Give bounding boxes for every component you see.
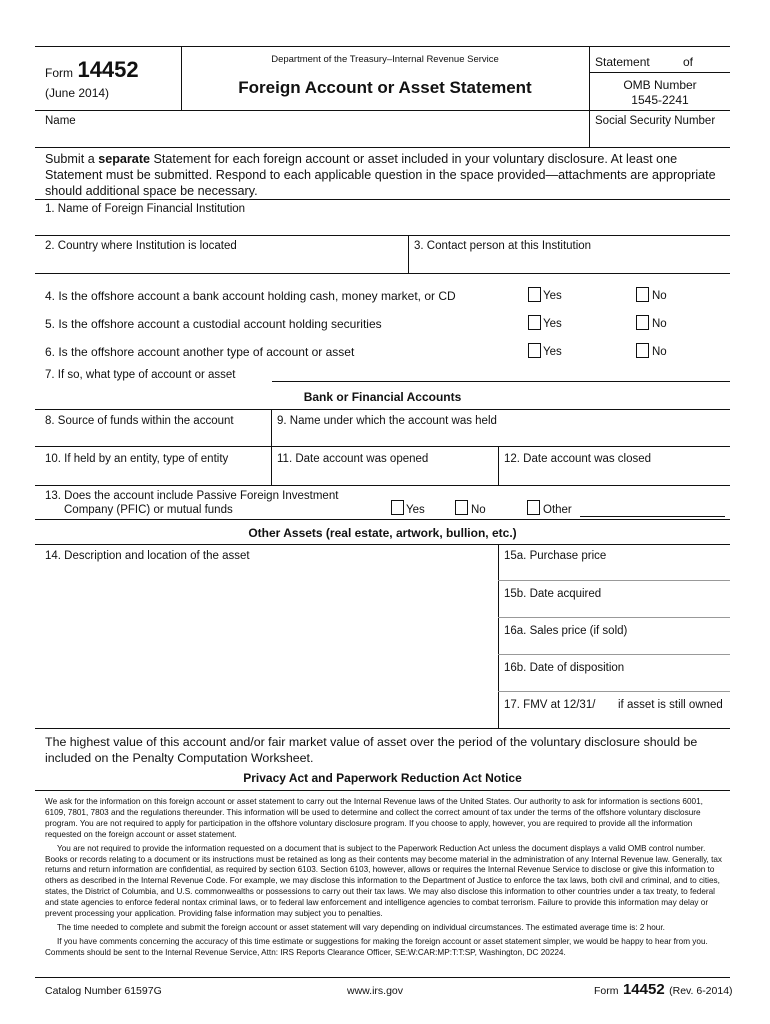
statement-label: Statement	[595, 55, 650, 69]
assets-title-rule	[35, 544, 730, 545]
q17-label-post: if asset is still owned	[618, 699, 723, 711]
q5-no-checkbox[interactable]	[636, 315, 649, 330]
statement-rule	[589, 72, 730, 73]
name-label: Name	[45, 115, 76, 127]
bank-divider-1	[271, 409, 272, 485]
highest-value-note: The highest value of this account and/or fair market value of asset over the period of the voluntary disclosure should be included on the Penalty Computation Worksheet.	[45, 735, 698, 765]
q6-no-label: No	[652, 346, 667, 358]
footer-rev: (Rev. 6-2014)	[669, 985, 733, 997]
assets-divider	[498, 544, 499, 728]
instructions-emphasis: separate	[98, 152, 151, 166]
q15a-rule	[498, 580, 730, 581]
q13-line1: 13. Does the account include Passive Foreign Investment	[45, 490, 339, 502]
assets-section-title: Other Assets (real estate, artwork, bullion, etc.)	[248, 526, 517, 540]
q2-rule	[35, 273, 730, 274]
q4-yes-checkbox[interactable]	[528, 287, 541, 302]
q13-other-label: Other	[543, 504, 572, 516]
footer-form-id	[594, 981, 733, 999]
q12-label: 12. Date account was closed	[504, 453, 652, 465]
q15b-label: 15b. Date acquired	[504, 588, 602, 600]
q16b-rule	[498, 691, 730, 692]
q1-rule	[35, 235, 730, 236]
q13-rule	[35, 519, 730, 520]
form-title: Foreign Account or Asset Statement	[238, 78, 532, 97]
q13-no-checkbox[interactable]	[455, 500, 468, 515]
catalog-number: Catalog Number 61597G	[45, 985, 162, 997]
q5-no-label: No	[652, 318, 667, 330]
q17-label-pre: 17. FMV at 12/31/	[504, 699, 596, 711]
q10-rule	[35, 485, 730, 486]
q8-label: 8. Source of funds within the account	[45, 415, 234, 427]
privacy-paragraph-4: If you have comments concerning the accuracy of this time estimate or suggestions for making the foreign account or asset statement simpler, we would be happy to hear from you. Comments should be sent to the Internal Revenue Service, Attn: IRS Reports Clearance Officer, SE:W:CAR:MP:T:T:SP, Washington, DC 20224.	[45, 936, 708, 957]
header-top-rule	[35, 46, 730, 47]
q2-label: 2. Country where Institution is located	[45, 240, 237, 252]
form-id	[45, 57, 139, 83]
q13-yes-checkbox[interactable]	[391, 500, 404, 515]
omb-number: 1545-2241	[631, 93, 689, 107]
privacy-title-rule	[35, 790, 730, 791]
q4-no-checkbox[interactable]	[636, 287, 649, 302]
q9-label: 9. Name under which the account was held	[277, 415, 497, 427]
q8-rule	[35, 446, 730, 447]
q3-label: 3. Contact person at this Institution	[414, 240, 592, 252]
q13-no-label: No	[471, 504, 486, 516]
header-bottom-rule	[35, 110, 730, 111]
q16b-label: 16b. Date of disposition	[504, 662, 625, 674]
name-row-rule	[35, 147, 730, 148]
q13-other-line[interactable]	[580, 516, 725, 517]
form-date: (June 2014)	[45, 86, 110, 100]
q1-label: 1. Name of Foreign Financial Institution	[45, 203, 246, 215]
q4-yes-label: Yes	[543, 290, 562, 302]
q5-label: 5. Is the offshore account a custodial account holding securities	[45, 317, 382, 331]
instructions-post: Statement for each foreign account or asset included in your voluntary disclosure. At least one Statement must be submitted. Respond to each applicable question in the space provided—attachments are appropriate should additional space be necessary.	[45, 152, 716, 198]
q5-yes-checkbox[interactable]	[528, 315, 541, 330]
privacy-body	[45, 797, 725, 959]
q13-other-checkbox[interactable]	[527, 500, 540, 515]
bank-section-title: Bank or Financial Accounts	[303, 390, 462, 404]
assets-bottom-rule	[35, 728, 730, 729]
ssn-label: Social Security Number	[595, 115, 716, 127]
instructions-pre: Submit a	[45, 152, 99, 166]
q4-label: 4. Is the offshore account a bank account holding cash, money market, or CD	[45, 289, 456, 303]
privacy-title: Privacy Act and Paperwork Reduction Act Notice	[243, 771, 522, 785]
q15a-label: 15a. Purchase price	[504, 550, 607, 562]
omb-label: OMB Number	[623, 78, 697, 92]
q7-label: 7. If so, what type of account or asset	[45, 369, 236, 381]
bank-divider-2	[498, 446, 499, 485]
q13-yes-label: Yes	[406, 504, 425, 516]
bank-title-rule	[35, 409, 730, 410]
q16a-label: 16a. Sales price (if sold)	[504, 625, 628, 637]
instructions-rule	[35, 199, 730, 200]
statement-of-label: of	[683, 55, 694, 69]
q6-yes-label: Yes	[543, 346, 562, 358]
irs-website[interactable]: www.irs.gov	[346, 985, 403, 997]
q6-label: 6. Is the offshore account another type of account or asset	[45, 345, 355, 359]
q5-yes-label: Yes	[543, 318, 562, 330]
q6-yes-checkbox[interactable]	[528, 343, 541, 358]
privacy-paragraph-1: We ask for the information on this foreign account or asset statement to carry out the Internal Revenue laws of the United States. Our authority to ask for information is sections 6001, 6109, 7801, 7803 and the regulations thereunder. This information will be used to determine and collect the correct amount of tax under the terms of the offshore voluntary disclosure program. You are not required to apply for participation in the offshore voluntary disclosure program. If you choose to apply, however, you are required to provide all the information requested on the foreign account or asset statement.	[45, 797, 703, 839]
q15b-rule	[498, 617, 730, 618]
q14-label: 14. Description and location of the asset	[45, 550, 250, 562]
instructions	[45, 151, 730, 199]
q7-answer-line[interactable]	[272, 381, 730, 382]
footer-form-label: Form	[594, 985, 619, 997]
privacy-paragraph-2: You are not required to provide the information requested on a document that is subject to the Paperwork Reduction Act unless the document displays a valid OMB control number. Books or records relating to a document or its instructions must be retained as long as their contents may become material in the administration of any Internal Revenue law. Generally, tax returns and return information are confidential, as required by section 6103. Section 6103, however, allows or requires the Internal Revenue Service to disclose or give this information to others as described in the Internal Revenue Code. For example, we may disclose this information to the Department of Justice to enforce the tax laws, both civil and criminal, and to cities, states, the District of Columbia, and U.S. commonwealths or possessions to carry out their tax laws. We may also disclose this information to other countries under a tax treaty, to federal and state agencies to enforce federal nontax criminal laws, or to federal law enforcement and intelligence agencies to combat terrorism. Failure to provide this information may delay or prevent processing your application. Providing false information may subject you to penalties.	[45, 843, 723, 919]
q4-no-label: No	[652, 290, 667, 302]
privacy-paragraph-3: The time needed to complete and submit the foreign account or asset statement will vary depending on individual circumstances. The estimated average time is: 2 hour.	[57, 922, 665, 932]
q11-label: 11. Date account was opened	[277, 453, 429, 465]
q10-label: 10. If held by an entity, type of entity	[45, 453, 229, 465]
q6-no-checkbox[interactable]	[636, 343, 649, 358]
q16a-rule	[498, 654, 730, 655]
agency-name: Department of the Treasury–Internal Revenue Service	[271, 54, 499, 65]
q13-line2: Company (PFIC) or mutual funds	[64, 504, 233, 516]
form-label: Form	[45, 66, 73, 80]
footer-rule	[35, 977, 730, 978]
q2-q3-divider	[408, 235, 409, 273]
form-number: 14452	[77, 57, 139, 82]
footer-form-number: 14452	[622, 981, 665, 998]
